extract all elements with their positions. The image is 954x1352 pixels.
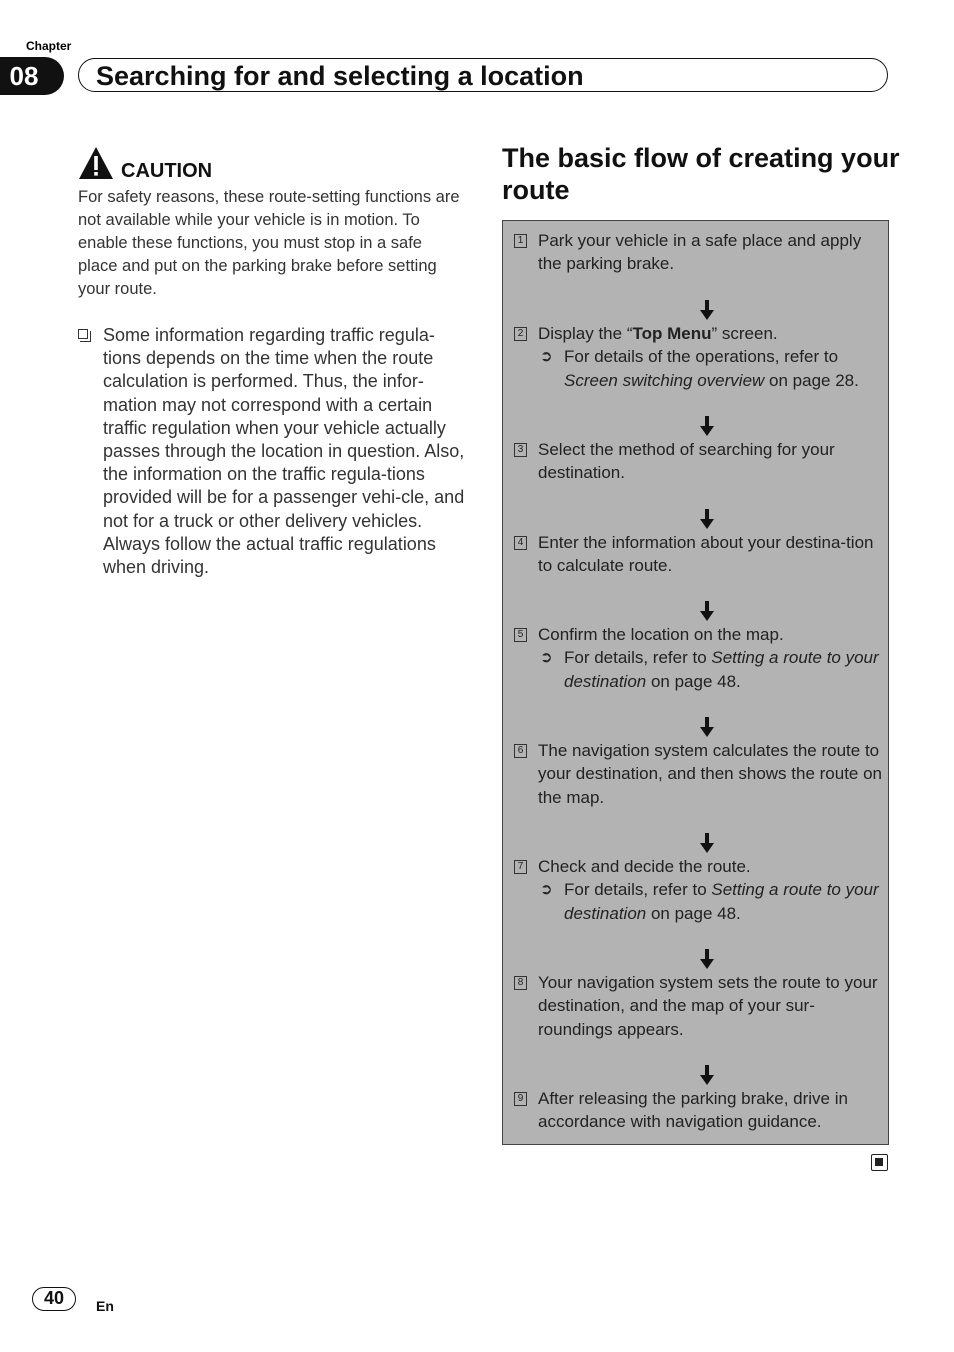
reference-arrow-icon: ➲ xyxy=(540,348,553,366)
reference-page: on page 48. xyxy=(646,671,741,691)
step-number: 1 xyxy=(514,234,527,248)
arrow-down-icon xyxy=(700,601,714,621)
page-number: 40 xyxy=(32,1287,76,1311)
flow-step-5 xyxy=(517,623,883,693)
step-text-bold: Top Menu xyxy=(632,324,712,343)
step-text: Enter the information about your destina-tion to calculate route. xyxy=(538,533,874,576)
step-text-after: ” screen. xyxy=(711,324,778,343)
step-number: 6 xyxy=(514,744,527,758)
flow-step-2 xyxy=(517,322,883,392)
chapter-number: 08 xyxy=(0,57,64,95)
arrow-down-icon xyxy=(700,416,714,436)
reference-arrow-icon: ➲ xyxy=(540,881,553,899)
reference-page: on page 48. xyxy=(646,903,741,923)
flow-step-1 xyxy=(517,229,883,276)
step-text: Your navigation system sets the route to your destination, and the map of your sur-roundings appears. xyxy=(538,973,878,1039)
step-text-before: Display the “ xyxy=(538,324,633,343)
reference-text: For details, refer to xyxy=(564,880,712,900)
chapter-label: Chapter xyxy=(26,39,72,53)
step-text: Select the method of searching for your destination. xyxy=(538,440,835,483)
step-number: 9 xyxy=(514,1092,527,1106)
arrow-down-icon xyxy=(700,509,714,529)
step-text: After releasing the parking brake, drive in accordance with navigation guidance. xyxy=(538,1089,848,1132)
flow-step-6 xyxy=(517,739,883,809)
note-checkbox-icon xyxy=(78,329,88,339)
chapter-title: Searching for and selecting a location xyxy=(96,61,584,91)
step-number: 7 xyxy=(514,860,527,874)
caution-text: For safety reasons, these route-setting functions are not available while your vehicle is in motion. To enable these functions, you must stop in a safe place and put on the parking brake before setting your route. xyxy=(78,188,460,298)
flow-step-8 xyxy=(517,971,883,1041)
note-text: Some information regarding traffic regula-tions depends on the time when the route calculation is performed. Thus, the infor-mation may not correspond with a certain traffic regulation when your vehicle actually passes through the location in question. Also, the information on the traffic regula-tions provided will be for a passenger vehi-cle, and not for a truck or other delivery vehicles. Always follow the actual traffic regulations when driving. xyxy=(103,325,465,578)
reference-page: on page 28. xyxy=(764,370,859,390)
arrow-down-icon xyxy=(700,949,714,969)
reference-link[interactable]: Screen switching overview xyxy=(564,370,765,390)
caution-title: CAUTION xyxy=(121,160,213,182)
arrow-down-icon xyxy=(700,833,714,853)
step-reference xyxy=(538,345,883,392)
reference-link[interactable]: Setting a route to your destination xyxy=(564,648,879,691)
end-of-section-icon xyxy=(871,1154,888,1171)
flow-step-3 xyxy=(517,438,883,485)
step-number: 5 xyxy=(514,628,527,642)
reference-link[interactable]: Setting a route to your destination xyxy=(564,880,879,923)
reference-arrow-icon: ➲ xyxy=(540,649,553,667)
reference-text: For details, refer to xyxy=(564,648,712,668)
step-number: 2 xyxy=(514,327,527,341)
step-number: 8 xyxy=(514,976,527,990)
step-number: 4 xyxy=(514,536,527,550)
flow-step-9 xyxy=(517,1087,883,1134)
section-title: The basic flow of creating your route xyxy=(502,143,900,205)
step-text xyxy=(538,322,883,345)
step-text: Park your vehicle in a safe place and apply the parking brake. xyxy=(538,231,862,274)
step-number: 3 xyxy=(514,443,527,457)
note xyxy=(78,324,466,579)
flow-step-4 xyxy=(517,531,883,578)
step-reference xyxy=(538,878,883,925)
flow-step-7 xyxy=(517,855,883,925)
arrow-down-icon xyxy=(700,717,714,737)
step-reference xyxy=(538,646,883,693)
language-label: En xyxy=(96,1298,114,1314)
step-text: Confirm the location on the map. xyxy=(538,625,784,644)
step-text: The navigation system calculates the route to your destination, and then shows the route on the map. xyxy=(538,741,883,807)
step-text: Check and decide the route. xyxy=(538,857,751,876)
reference-text: For details of the operations, refer to xyxy=(564,347,839,367)
flow-box xyxy=(502,220,889,1145)
arrow-down-icon xyxy=(700,1065,714,1085)
arrow-down-icon xyxy=(700,300,714,320)
warning-triangle-icon xyxy=(78,146,114,180)
